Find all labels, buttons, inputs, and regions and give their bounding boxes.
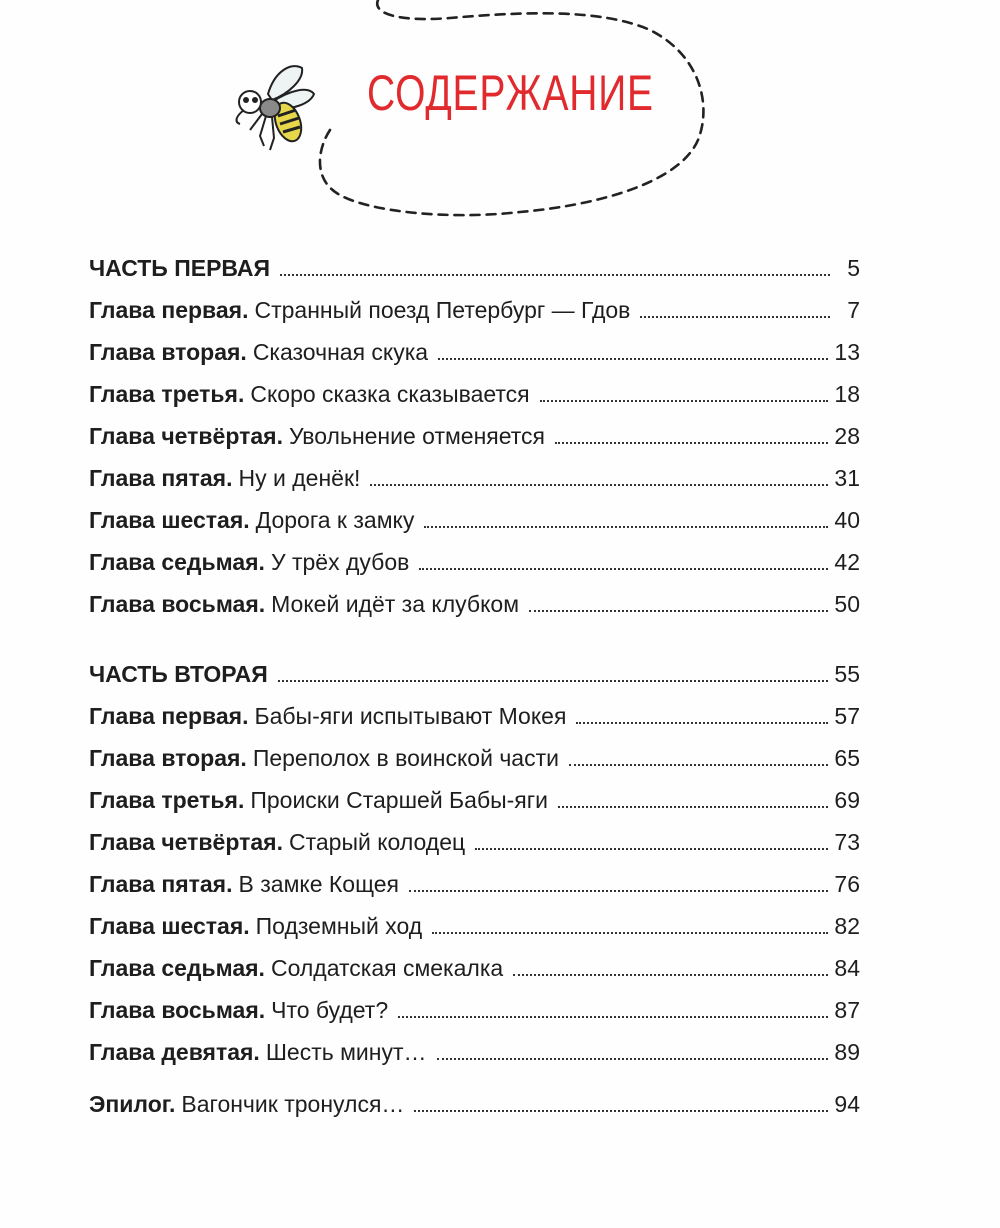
chapter-label: Глава первая. [89, 703, 249, 729]
toc-entry [89, 372, 860, 406]
chapter-title: Скоро сказка сказывается [250, 381, 530, 407]
mosquito-icon [237, 66, 314, 150]
page-number: 57 [834, 703, 860, 729]
page-number: 7 [847, 297, 860, 323]
epilogue-title: Вагончик тронулся… [181, 1091, 405, 1117]
dot-leader [419, 567, 828, 570]
chapter-title: Подземный ход [255, 913, 423, 939]
toc-entry [89, 540, 860, 574]
page-number: 65 [834, 745, 860, 771]
page-number: 50 [834, 591, 860, 617]
dot-leader [640, 315, 830, 318]
chapter-title: У трёх дубов [270, 549, 410, 575]
toc-entry [89, 904, 860, 938]
page-number: 28 [834, 423, 860, 449]
chapter-label: Глава пятая. [89, 871, 233, 897]
page-number: 89 [834, 1039, 860, 1065]
chapter-title: Бабы-яги испытывают Мокея [254, 703, 567, 729]
page-number: 55 [834, 661, 860, 687]
dot-leader [414, 1109, 828, 1112]
epilogue-label: Эпилог. [89, 1091, 176, 1117]
dot-leader [475, 847, 828, 850]
toc-entry [89, 778, 860, 812]
chapter-label: Глава вторая. [89, 745, 247, 771]
page-number: 42 [834, 549, 860, 575]
chapter-label: Глава восьмая. [89, 997, 266, 1023]
chapter-title: Происки Старшей Бабы-яги [250, 787, 548, 813]
toc-entry [89, 988, 860, 1022]
chapter-label: Глава седьмая. [89, 955, 265, 981]
toc-entry [89, 414, 860, 448]
dot-leader [576, 721, 828, 724]
chapter-label: Глава вторая. [89, 339, 247, 365]
toc-entry [89, 1030, 860, 1064]
toc-entry-epilogue [89, 1082, 860, 1116]
page-number: 87 [834, 997, 860, 1023]
dot-leader [280, 273, 830, 276]
chapter-title: Шесть минут… [265, 1039, 427, 1065]
page-number: 82 [834, 913, 860, 939]
page-number: 94 [834, 1091, 860, 1117]
chapter-label: Глава первая. [89, 297, 249, 323]
toc-entry [89, 582, 860, 616]
dot-leader [555, 441, 828, 444]
dot-leader [398, 1015, 828, 1018]
chapter-title: В замке Кощея [238, 871, 399, 897]
dot-leader [370, 483, 828, 486]
toc-entry [89, 862, 860, 896]
toc-entry [89, 736, 860, 770]
toc-part-heading [89, 246, 860, 280]
toc-entry [89, 820, 860, 854]
toc-entry [89, 330, 860, 364]
toc-entry [89, 694, 860, 728]
page-number: 31 [834, 465, 860, 491]
chapter-label: Глава восьмая. [89, 591, 266, 617]
page-number: 13 [834, 339, 860, 365]
toc-entry [89, 946, 860, 980]
dot-leader [278, 679, 829, 682]
dot-leader [409, 889, 828, 892]
part-label: ЧАСТЬ ВТОРАЯ [89, 661, 268, 687]
dot-leader [424, 525, 828, 528]
page-number: 5 [847, 255, 860, 281]
dot-leader [438, 357, 828, 360]
chapter-label: Глава третья. [89, 787, 245, 813]
page-number: 76 [834, 871, 860, 897]
dot-leader [513, 973, 828, 976]
toc-entry [89, 456, 860, 490]
chapter-title: Солдатская смекалка [270, 955, 504, 981]
chapter-label: Глава четвёртая. [89, 423, 283, 449]
page-number: 84 [834, 955, 860, 981]
page-number: 69 [834, 787, 860, 813]
dot-leader [529, 609, 828, 612]
chapter-title: Ну и денёк! [238, 465, 361, 491]
page-number: 40 [834, 507, 860, 533]
chapter-label: Глава седьмая. [89, 549, 265, 575]
page-title: СОДЕРЖАНИЕ [367, 65, 654, 121]
toc-entry [89, 498, 860, 532]
chapter-title: Мокей идёт за клубком [271, 591, 520, 617]
dot-leader [437, 1057, 829, 1060]
chapter-label: Глава шестая. [89, 913, 250, 939]
chapter-label: Глава девятая. [89, 1039, 260, 1065]
chapter-label: Глава четвёртая. [89, 829, 283, 855]
dot-leader [569, 763, 828, 766]
chapter-title: Переполох в воинской части [252, 745, 559, 771]
chapter-label: Глава третья. [89, 381, 245, 407]
chapter-title: Странный поезд Петербург — Гдов [254, 297, 631, 323]
page-number: 18 [834, 381, 860, 407]
chapter-label: Глава шестая. [89, 507, 250, 533]
toc-part-heading [89, 652, 860, 686]
chapter-title: Старый колодец [288, 829, 466, 855]
dot-leader [558, 805, 828, 808]
chapter-title: Что будет? [271, 997, 389, 1023]
dot-leader [540, 399, 829, 402]
toc-entry [89, 288, 860, 322]
chapter-title: Сказочная скука [252, 339, 429, 365]
page-number: 73 [834, 829, 860, 855]
chapter-label: Глава пятая. [89, 465, 233, 491]
chapter-title: Увольнение отменяется [288, 423, 546, 449]
dot-leader [432, 931, 828, 934]
part-label: ЧАСТЬ ПЕРВАЯ [89, 255, 271, 281]
chapter-title: Дорога к замку [255, 507, 415, 533]
